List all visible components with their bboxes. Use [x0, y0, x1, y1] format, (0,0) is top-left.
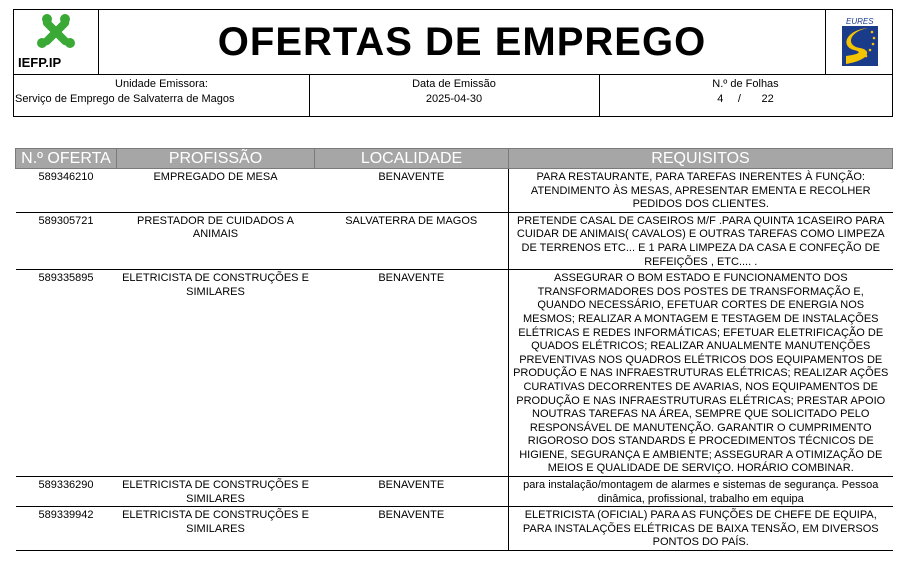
- iefp-logo-text: IEFP.IP: [18, 55, 62, 70]
- profession: ELETRICISTA DE CONSTRUÇÕES E SIMILARES: [117, 477, 315, 507]
- emitter-label: Unidade Emissora:: [115, 78, 208, 90]
- column-header-offer: N.º OFERTA: [16, 149, 117, 169]
- sheets-value: [599, 93, 892, 105]
- sheets-cell: [599, 75, 892, 116]
- issue-info-bar: [13, 75, 893, 117]
- sheets-separator: /: [737, 93, 741, 105]
- iefp-emblem-icon: [14, 10, 99, 55]
- location: BENAVENTE: [315, 477, 509, 507]
- offer-number: 589305721: [16, 212, 117, 269]
- column-header-location: LOCALIDADE: [315, 149, 509, 169]
- offer-number: 589335895: [16, 270, 117, 477]
- location: SALVATERRA DE MAGOS: [315, 212, 509, 269]
- eures-logo: [825, 10, 892, 74]
- document-header: [13, 9, 893, 75]
- emitter-value: Serviço de Emprego de Salvaterra de Magos: [15, 93, 235, 105]
- date-cell: [309, 75, 600, 116]
- offer-number: 589339942: [16, 507, 117, 551]
- location: BENAVENTE: [315, 169, 509, 213]
- profession: EMPREGADO DE MESA: [117, 169, 315, 213]
- profession: PRESTADOR DE CUIDADOS A ANIMAIS: [117, 212, 315, 269]
- date-label: Data de Emissão: [412, 78, 496, 90]
- table-row: [16, 270, 893, 477]
- page-title: OFERTAS DE EMPREGO: [217, 19, 707, 64]
- emitter-cell: [14, 75, 310, 116]
- location: BENAVENTE: [315, 270, 509, 477]
- eures-emblem-icon: [826, 10, 893, 74]
- table-header-row: [16, 149, 893, 169]
- requirements: ASSEGURAR O BOM ESTADO E FUNCIONAMENTO DOS TRANSFORMADORES DOS POSTES DE TRANSFORMAÇÃO E, QUANDO NECESSÁRIO, EFETUAR CORTES DE ENERGIA NOS MESMOS; REALIZAR A MONTAGEM E TESTAGEM DE INSTALAÇÕES ELÉTRICAS E REDES INFORMÁTICAS; EFETUAR ELETRIFICAÇÃO DE QUADOS ELÉTRICOS; REALIZAR ANUALMENTE MANUTENÇÕES PREVENTIVAS NOS QUADROS ELÉTRICOS DOS EQUIPAMENTOS DE PRODUÇÃO E NAS INFRAESTRUTURAS ELÉTRICAS; REALIZAR AÇÕES CURATIVAS DECORRENTES DE AVARIAS, NOS EQUIPAMENTOS DE PRODUÇÃO E NAS INFRAESTRUTURAS ELÉTRICAS; PRESTAR APOIO NOUTRAS TAREFAS NA ÁREA, SEMPRE QUE SOLICITADO PELO RESPONSÁVEL DE MANUTENÇÃO. GARANTIR O CUMPRIMENTO RIGOROSO DOS STANDARDS E PROCEDIMENTOS TÉCNICOS DE HIGIENE, SEGURANÇA E AMBIENTE; ASSEGURAR A OTIMIZAÇÃO DE MEIOS E QUALIDADE DE SERVIÇO. HORÁRIO COMBINAR.: [509, 270, 893, 477]
- date-value: 2025-04-30: [425, 93, 483, 105]
- eures-logo-text: EURES: [846, 17, 874, 26]
- sheets-label: N.º de Folhas: [712, 78, 779, 90]
- table-row: [16, 507, 893, 551]
- table-row: [16, 212, 893, 269]
- profession: ELETRICISTA DE CONSTRUÇÕES E SIMILARES: [117, 507, 315, 551]
- offer-number: 589336290: [16, 477, 117, 507]
- job-offers-table: [15, 148, 892, 551]
- requirements: ELETRICISTA (OFICIAL) PARA AS FUNÇÕES DE CHEFE DE EQUIPA, PARA INSTALAÇÕES ELÉTRICAS DE BAIXA TENSÃO, EM DIVERSOS PONTOS DO PAÍS.: [509, 507, 893, 551]
- requirements: PARA RESTAURANTE, PARA TAREFAS INERENTES À FUNÇÃO: ATENDIMENTO ÀS MESAS, APRESENTAR EMENTA E RECOLHER PEDIDOS DOS CLIENTES.: [509, 169, 893, 213]
- offer-number: 589346210: [16, 169, 117, 213]
- sheets-current: 4: [717, 93, 724, 105]
- profession: ELETRICISTA DE CONSTRUÇÕES E SIMILARES: [117, 270, 315, 477]
- table-row: [16, 169, 893, 213]
- table-row: [16, 477, 893, 507]
- location: BENAVENTE: [315, 507, 509, 551]
- column-header-requirements: REQUISITOS: [509, 149, 893, 169]
- requirements: para instalação/montagem de alarmes e sistemas de segurança. Pessoa dinâmica, profissional, trabalho em equipa: [509, 477, 893, 507]
- column-header-profession: PROFISSÃO: [117, 149, 315, 169]
- iefp-logo: [14, 10, 99, 74]
- requirements: PRETENDE CASAL DE CASEIROS M/F .PARA QUINTA 1CASEIRO PARA CUIDAR DE ANIMAIS( CAVALOS) E OUTRAS TAREFAS COMO LIMPEZA DE TERRENOS ETC... E 1 PARA LIMPEZA DA CASA E CONFEÇÃO DE REFEIÇÕES , ETC.... .: [509, 212, 893, 269]
- sheets-total: 22: [761, 93, 774, 105]
